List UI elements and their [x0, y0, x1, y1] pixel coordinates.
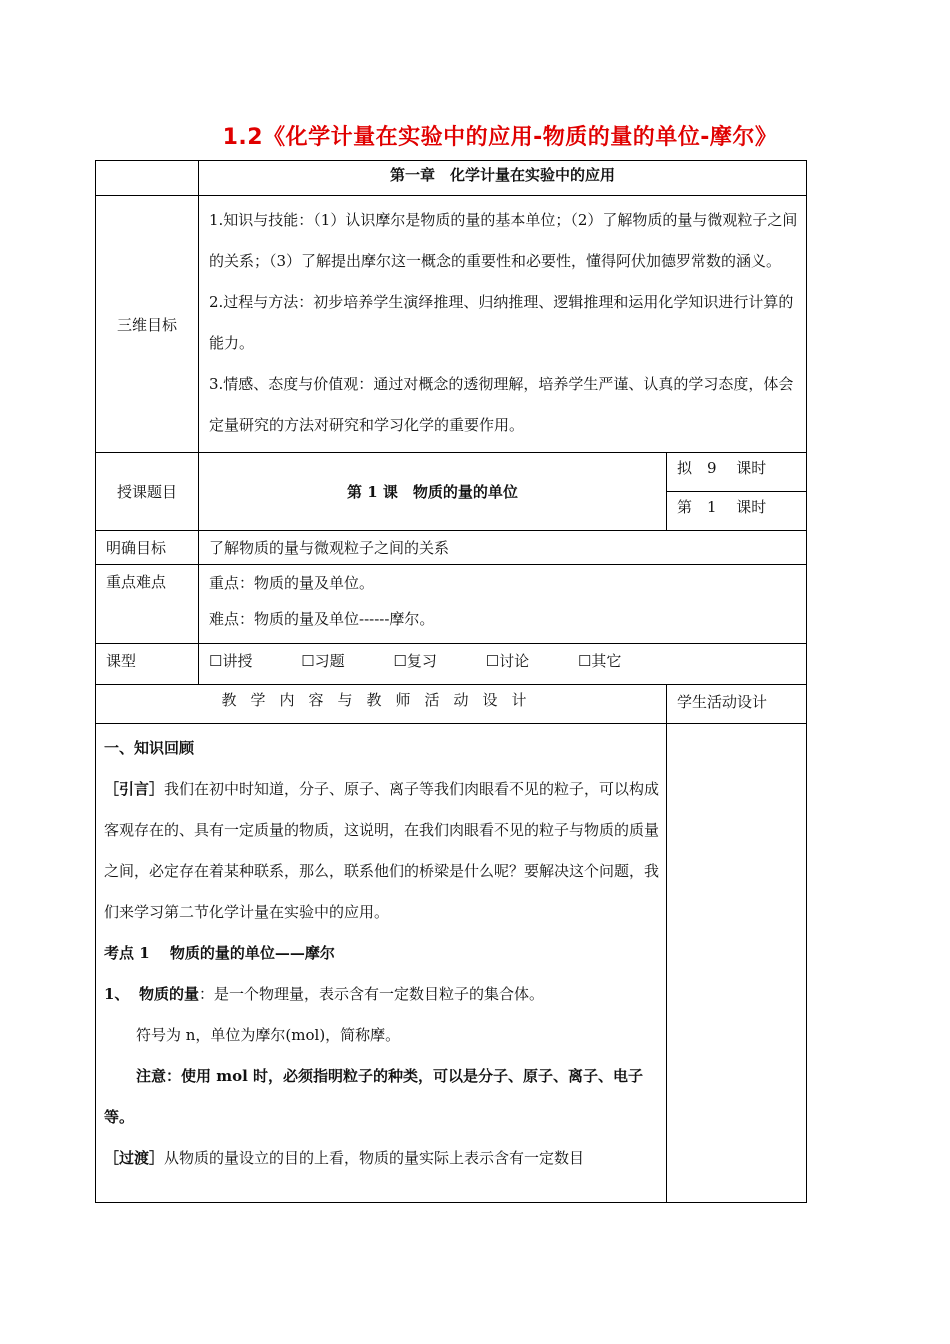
objective-value: 了解物质的量与微观粒子之间的关系 — [199, 531, 807, 565]
lesson-type-label: 课型 — [96, 644, 199, 685]
hours-planned: 拟 9 课时 — [667, 453, 807, 492]
lesson-type-discussion-checkbox[interactable]: ☐讨论 — [485, 652, 530, 670]
goal-knowledge: 1.知识与技能：（1）认识摩尔是物质的量的基本单位；（2）了解物质的量与微观粒子之间的关系；（3）了解提出摩尔这一概念的重要性和必要性，懂得阿伏加德罗常数的涵义。 — [209, 211, 798, 270]
note-text: 注意：使用 mol 时，必须指明粒子的种类，可以是分子、原子、离子、电子等。 — [104, 1067, 644, 1126]
content-header: 教学内容与教师活动设计 — [96, 685, 667, 724]
objective-row — [96, 531, 807, 565]
content-row — [96, 724, 807, 1203]
goal-process: 2.过程与方法：初步培养学生演绎推理、归纳推理、逻辑推理和运用化学知识进行计算的能力。 — [209, 293, 794, 352]
document-title: 1.2《化学计量在实验中的应用-物质的量的单位-摩尔》 — [222, 125, 778, 150]
goals-label: 三维目标 — [96, 196, 199, 453]
intro-text: 我们在初中时知道，分子、原子、离子等我们肉眼看不见的粒子，可以构成客观存在的、具有一定质量的物质，这说明，在我们肉眼看不见的粒子与物质的质量之间，必定存在着某种联系，那么，联系他们的桥梁是什么呢？要解决这个问题，我们来学习第二节化学计量在实验中的应用。 — [104, 780, 660, 921]
intro-paragraph — [104, 769, 660, 933]
topic-value: 第 1 课 物质的量的单位 — [199, 453, 667, 531]
goal-attitude: 3.情感、态度与价值观：通过对概念的透彻理解，培养学生严谨、认真的学习态度，体会定量研究的方法对研究和学习化学的重要作用。 — [209, 375, 794, 434]
student-header: 学生活动设计 — [667, 685, 807, 724]
item1 — [104, 974, 660, 1015]
goals-row — [96, 196, 807, 453]
chapter-row — [96, 161, 807, 196]
topic-label: 授课题目 — [96, 453, 199, 531]
item1-text: ：是一个物理量，表示含有一定数目粒子的集合体。 — [199, 985, 545, 1003]
lesson-type-row — [96, 644, 807, 685]
section-review-heading: 一、知识回顾 — [104, 739, 195, 757]
chapter-title: 第一章 化学计量在实验中的应用 — [199, 161, 807, 196]
topic-row-1 — [96, 453, 807, 492]
key-points-label: 重点难点 — [96, 565, 199, 644]
transition-paragraph — [104, 1138, 660, 1179]
transition-tag: ［过渡］ — [104, 1149, 165, 1167]
difficult-point: 难点：物质的量及单位------摩尔。 — [209, 610, 435, 628]
key-points-content — [199, 565, 807, 644]
lesson-type-review-checkbox[interactable]: ☐复习 — [393, 652, 437, 670]
key-points-row — [96, 565, 807, 644]
lesson-type-other-checkbox[interactable]: ☐其它 — [577, 652, 622, 670]
key-point: 重点：物质的量及单位。 — [209, 574, 375, 592]
transition-text: 从物质的量设立的目的上看，物质的量实际上表示含有一定数目 — [164, 1149, 585, 1167]
hours-current: 第 1 课时 — [667, 492, 807, 531]
item1-symbol: 符号为 n，单位为摩尔(mol)，简称摩。 — [136, 1026, 401, 1044]
goals-content — [199, 196, 807, 453]
objective-label: 明确目标 — [96, 531, 199, 565]
intro-tag: ［引言］ — [104, 780, 165, 798]
lesson-plan-table — [95, 160, 807, 1203]
empty-cell — [96, 161, 199, 196]
content-body — [96, 724, 667, 1203]
lesson-type-options — [199, 644, 807, 685]
student-activity-cell — [667, 724, 807, 1203]
item1-term: 物质的量 — [138, 985, 199, 1003]
point1-heading: 考点 1 物质的量的单位——摩尔 — [104, 944, 335, 962]
content-header-row — [96, 685, 807, 724]
item1-number: 1、 — [104, 985, 130, 1003]
lesson-type-lecture-checkbox[interactable]: ☐讲授 — [209, 652, 253, 670]
lesson-type-exercise-checkbox[interactable]: ☐习题 — [301, 652, 345, 670]
